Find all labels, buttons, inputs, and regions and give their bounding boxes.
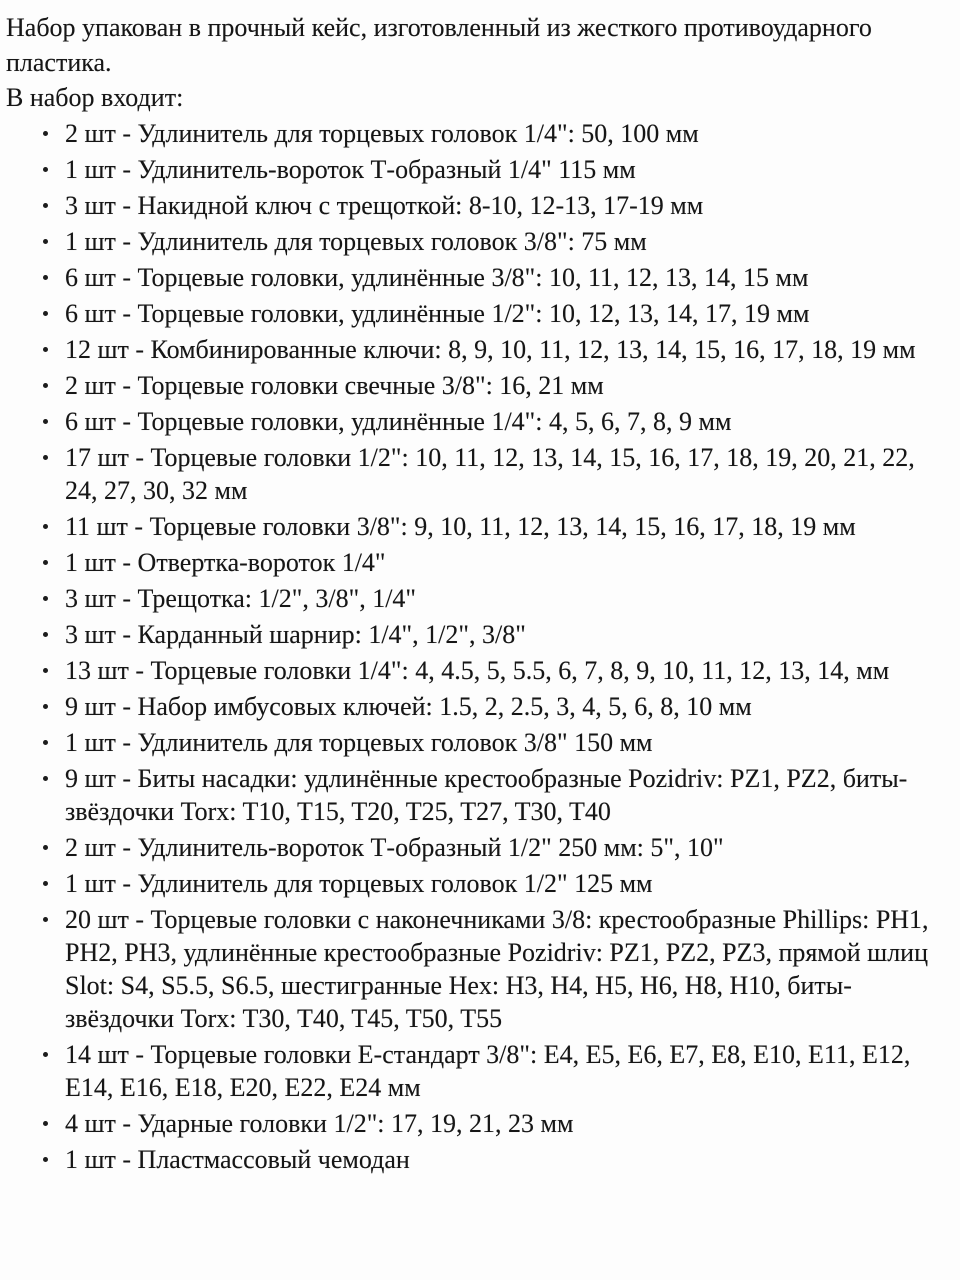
list-item xyxy=(6,726,946,759)
bullet-icon xyxy=(43,704,48,709)
bullet-icon xyxy=(43,668,48,673)
list-item-text: 13 шт - Торцевые головки 1/4": 4, 4.5, 5, 5.5, 6, 7, 8, 9, 10, 11, 12, 13, 14, мм xyxy=(65,656,890,685)
list-item-text: 9 шт - Набор имбусовых ключей: 1.5, 2, 2.5, 3, 4, 5, 6, 8, 10 мм xyxy=(65,692,752,721)
bullet-icon xyxy=(43,776,48,781)
bullet-icon xyxy=(43,524,48,529)
bullet-icon xyxy=(43,131,48,136)
list-item-text: 6 шт - Торцевые головки, удлинённые 1/2": 10, 12, 13, 14, 17, 19 мм xyxy=(65,299,810,328)
list-item-text: 3 шт - Накидной ключ с трещоткой: 8-10, 12-13, 17-19 мм xyxy=(65,191,704,220)
list-item-text: 17 шт - Торцевые головки 1/2": 10, 11, 12, 13, 14, 15, 16, 17, 18, 19, 20, 21, 22, 24, 27, 30, 32 мм xyxy=(65,443,915,505)
bullet-icon xyxy=(43,275,48,280)
list-item xyxy=(6,225,946,258)
list-item-text: 9 шт - Биты насадки: удлинённые крестообразные Pozidriv: PZ1, PZ2, биты-звёздочки Torx: T10, T15, T20, T25, T27, T30, T40 xyxy=(65,764,908,826)
list-item xyxy=(6,261,946,294)
list-item xyxy=(6,582,946,615)
list-item-text: 1 шт - Удлинитель-вороток Т-образный 1/4" 115 мм xyxy=(65,155,636,184)
list-item-text: 4 шт - Ударные головки 1/2": 17, 19, 21, 23 мм xyxy=(65,1109,574,1138)
list-item xyxy=(6,1038,946,1104)
bullet-icon xyxy=(43,347,48,352)
list-item xyxy=(6,867,946,900)
bullet-icon xyxy=(43,632,48,637)
bullet-icon xyxy=(43,455,48,460)
list-item-text: 11 шт - Торцевые головки 3/8": 9, 10, 11, 12, 13, 14, 15, 16, 17, 18, 19 мм xyxy=(65,512,856,541)
list-item xyxy=(6,903,946,1035)
bullet-icon xyxy=(43,311,48,316)
list-item xyxy=(6,1107,946,1140)
list-item xyxy=(6,369,946,402)
list-item-text: 3 шт - Трещотка: 1/2", 3/8", 1/4" xyxy=(65,584,417,613)
list-item-text: 6 шт - Торцевые головки, удлинённые 1/4": 4, 5, 6, 7, 8, 9 мм xyxy=(65,407,732,436)
list-item xyxy=(6,333,946,366)
bullet-icon xyxy=(43,383,48,388)
bullet-icon xyxy=(43,1157,48,1162)
list-item-text: 12 шт - Комбинированные ключи: 8, 9, 10, 11, 12, 13, 14, 15, 16, 17, 18, 19 мм xyxy=(65,335,916,364)
list-item xyxy=(6,297,946,330)
bullet-icon xyxy=(43,917,48,922)
bullet-icon xyxy=(43,881,48,886)
list-item-text: 2 шт - Торцевые головки свечные 3/8": 16, 21 мм xyxy=(65,371,604,400)
bullet-icon xyxy=(43,239,48,244)
bullet-icon xyxy=(43,167,48,172)
bullet-icon xyxy=(43,1121,48,1126)
list-item xyxy=(6,831,946,864)
list-item-text: 2 шт - Удлинитель для торцевых головок 1/4": 50, 100 мм xyxy=(65,119,699,148)
list-item-text: 20 шт - Торцевые головки с наконечниками 3/8: крестообразные Phillips: PH1, PH2, PH3, удлинённые крестообразные Pozidriv: PZ1, PZ2, PZ3, прямой шлиц Slot: S4, S5.5, S6.5, шестигранные Hex: H3, H4, H5, H6, H8, H10, биты-звёздочки Torx: T30, T40, T45, T50, T55 xyxy=(65,905,929,1033)
list-item xyxy=(6,618,946,651)
intro-paragraph: Набор упакован в прочный кейс, изготовленный из жесткого противоударного пластика. xyxy=(6,13,872,77)
list-item xyxy=(6,762,946,828)
list-item-text: 6 шт - Торцевые головки, удлинённые 3/8": 10, 11, 12, 13, 14, 15 мм xyxy=(65,263,809,292)
list-item xyxy=(6,546,946,579)
list-item xyxy=(6,117,946,150)
bullet-icon xyxy=(43,419,48,424)
list-item-text: 1 шт - Отвертка-вороток 1/4" xyxy=(65,548,386,577)
list-item-text: 1 шт - Пластмассовый чемодан xyxy=(65,1145,410,1174)
list-item xyxy=(6,1143,946,1176)
list-item xyxy=(6,441,946,507)
bullet-icon xyxy=(43,203,48,208)
list-heading: В набор входит: xyxy=(6,83,184,112)
list-item-text: 14 шт - Торцевые головки Е-стандарт 3/8": E4, E5, E6, E7, E8, E10, E11, E12, E14, E16, E18, E20, E22, E24 мм xyxy=(65,1040,911,1102)
list-item-text: 1 шт - Удлинитель для торцевых головок 3/8": 75 мм xyxy=(65,227,647,256)
list-item xyxy=(6,510,946,543)
list-item xyxy=(6,690,946,723)
bullet-icon xyxy=(43,1052,48,1057)
contents-list xyxy=(6,117,946,1176)
list-item xyxy=(6,153,946,186)
list-item-text: 1 шт - Удлинитель для торцевых головок 1/2" 125 мм xyxy=(65,869,653,898)
list-item xyxy=(6,654,946,687)
list-item-text: 1 шт - Удлинитель для торцевых головок 3/8" 150 мм xyxy=(65,728,653,757)
bullet-icon xyxy=(43,845,48,850)
list-item xyxy=(6,405,946,438)
list-item xyxy=(6,189,946,222)
bullet-icon xyxy=(43,596,48,601)
bullet-icon xyxy=(43,560,48,565)
bullet-icon xyxy=(43,740,48,745)
list-item-text: 3 шт - Карданный шарнир: 1/4", 1/2", 3/8" xyxy=(65,620,526,649)
list-item-text: 2 шт - Удлинитель-вороток Т-образный 1/2" 250 мм: 5", 10" xyxy=(65,833,724,862)
